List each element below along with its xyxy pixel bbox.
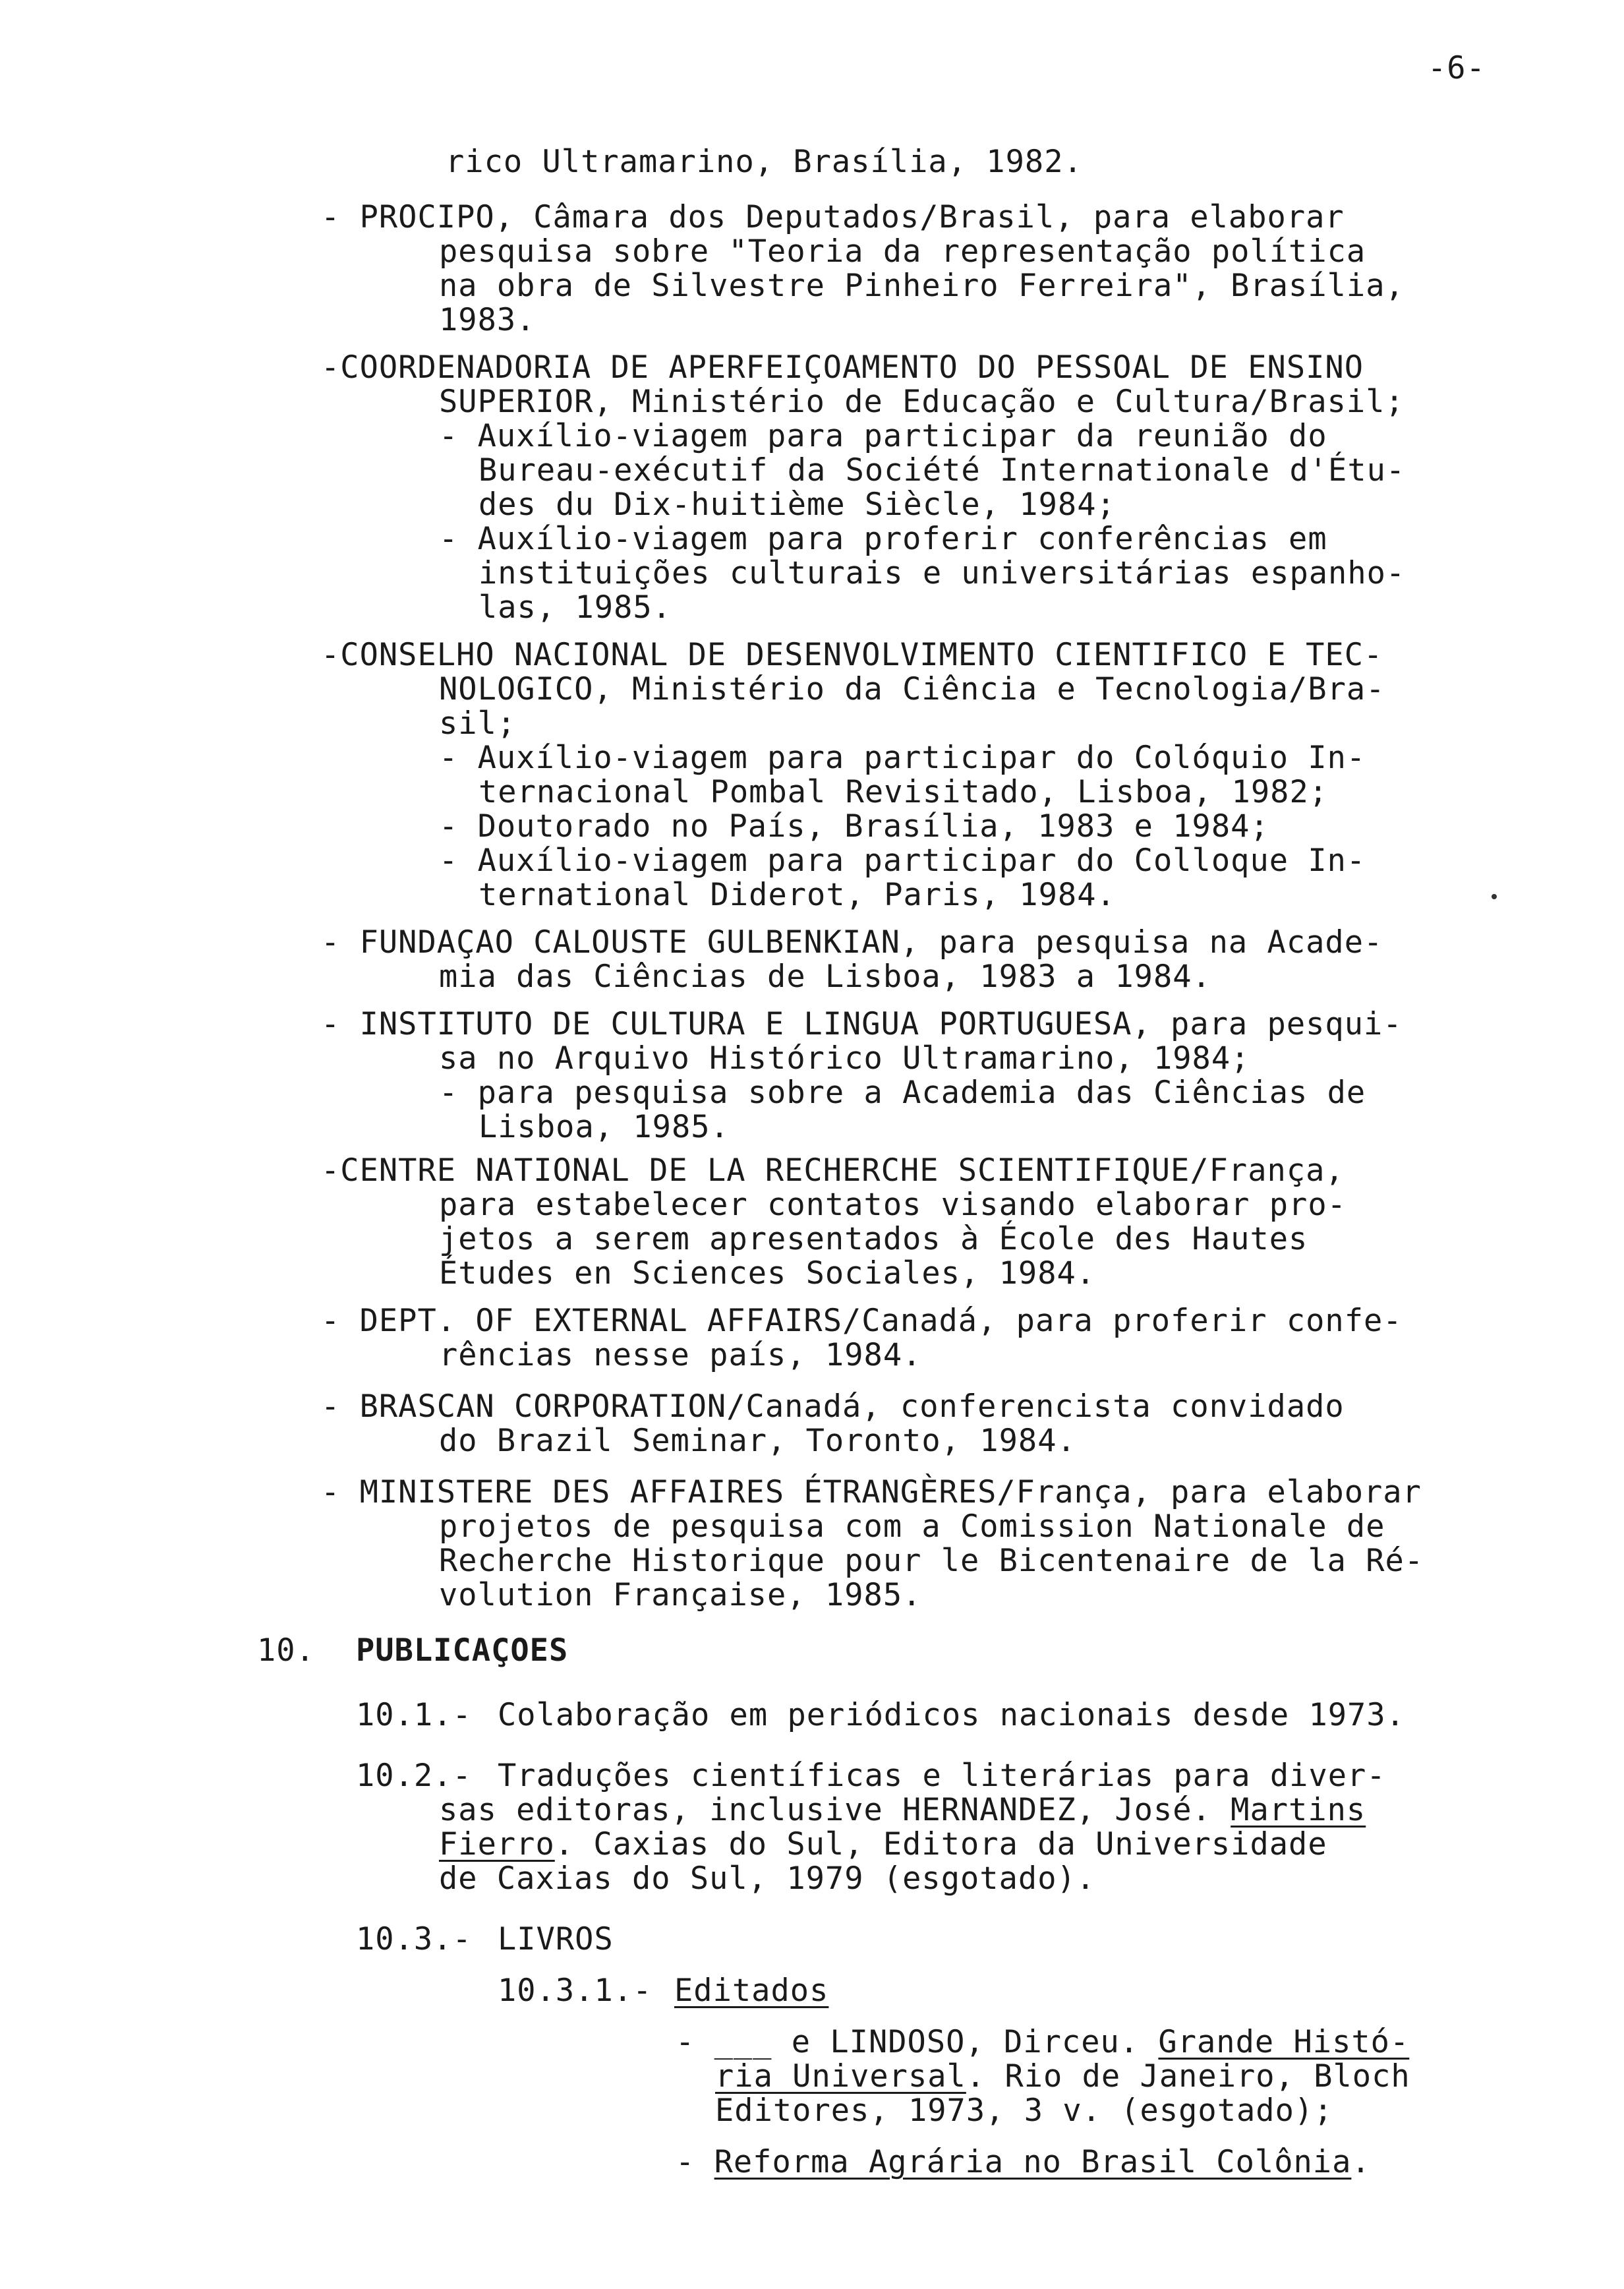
section-title: PUBLICAÇOES — [356, 1632, 569, 1669]
pub-text-segment: e LINDOSO, Dirceu. — [791, 2024, 1140, 2060]
funding-line: - MINISTERE DES AFFAIRES ÉTRANGÈRES/França, para elaborar — [321, 1474, 1422, 1510]
pub-item-text: Traduções científicas e literárias para diver- — [498, 1758, 1386, 1794]
funding-line: - para pesquisa sobre a Academia das Ciências de — [439, 1075, 1366, 1111]
book-title: Grande Histó- — [1158, 2024, 1410, 2060]
funding-line: volution Française, 1985. — [439, 1577, 922, 1613]
funding-line: - FUNDAÇAO CALOUSTE GULBENKIAN, para pesquisa na Acade- — [321, 924, 1383, 961]
entry-dash: - — [676, 2024, 695, 2060]
funding-line: pesquisa sobre "Teoria da representação política — [439, 233, 1366, 270]
pub-subitem-number: 10.3.1.- — [498, 1973, 652, 2009]
page-number: -6- — [1428, 50, 1486, 86]
funding-line: instituições culturais e universitárias espanho- — [478, 555, 1406, 591]
pub-subitem-text: Editados — [674, 1973, 829, 2009]
funding-line: des du Dix-huitième Siècle, 1984; — [478, 487, 1116, 523]
stray-dot — [1492, 894, 1497, 899]
book-title: Reforma Agrária no Brasil Colônia — [714, 2144, 1352, 2180]
funding-line: rências nesse país, 1984. — [439, 1337, 922, 1373]
funding-line: -CENTRE NATIONAL DE LA RECHERCHE SCIENTIFIQUE/França, — [321, 1152, 1345, 1189]
book-entry — [676, 2024, 1410, 2060]
pub-text-segment: . Rio de Janeiro, Bloch — [966, 2058, 1410, 2095]
pub-item-text — [439, 1826, 1327, 1862]
entry-dash: - — [676, 2144, 695, 2180]
pub-item-text: de Caxias do Sul, 1979 (esgotado). — [439, 1860, 1096, 1897]
funding-line: sil; — [439, 705, 517, 742]
funding-line: - DEPT. OF EXTERNAL AFFAIRS/Canadá, para proferir confe- — [321, 1303, 1403, 1339]
funding-line: Recherche Historique pour le Bicentenaire de la Ré- — [439, 1543, 1424, 1579]
funding-line: - INSTITUTO DE CULTURA E LINGUA PORTUGUESA, para pesqui- — [321, 1006, 1403, 1042]
funding-line: - Doutorado no País, Brasília, 1983 e 1984; — [439, 808, 1269, 845]
funding-line: jetos a serem apresentados à École des Hautes — [439, 1221, 1308, 1257]
funding-line: do Brazil Seminar, Toronto, 1984. — [439, 1423, 1076, 1459]
funding-line: projetos de pesquisa com a Comission Nationale de — [439, 1508, 1385, 1545]
funding-line: - Auxílio-viagem para participar do Colloque In- — [439, 843, 1366, 879]
funding-line: - Auxílio-viagem para participar da reunião do — [439, 418, 1327, 454]
pub-item-text: LIVROS — [498, 1921, 614, 1957]
book-entry-line: Editores, 1973, 3 v. (esgotado); — [715, 2093, 1333, 2129]
pub-item-number: 10.2.- — [356, 1758, 472, 1794]
funding-line: Lisboa, 1985. — [478, 1109, 730, 1145]
author-blank: ___ — [714, 2024, 772, 2060]
funding-line: 1983. — [439, 302, 536, 338]
funding-line: mia das Ciências de Lisboa, 1983 a 1984. — [439, 959, 1211, 995]
pub-text-segment: . Caxias do Sul, Editora da Universidade — [554, 1826, 1327, 1862]
pub-item-number: 10.3.- — [356, 1921, 472, 1957]
funding-line: na obra de Silvestre Pinheiro Ferreira", Brasília, — [439, 268, 1405, 304]
funding-line: sa no Arquivo Histórico Ultramarino, 1984; — [439, 1040, 1250, 1077]
book-entry — [676, 2144, 1371, 2180]
funding-line: las, 1985. — [478, 589, 672, 626]
funding-line: - PROCIPO, Câmara dos Deputados/Brasil, para elaborar — [321, 199, 1345, 235]
funding-line: ternacional Pombal Revisitado, Lisboa, 1982; — [478, 774, 1329, 810]
funding-line: ternational Diderot, Paris, 1984. — [478, 877, 1116, 913]
funding-line: - BRASCAN CORPORATION/Canadá, conferencista convidado — [321, 1388, 1345, 1425]
pub-text-segment: sas editoras, inclusive HERNANDEZ, José. — [439, 1792, 1211, 1828]
funding-line: NOLOGICO, Ministério da Ciência e Tecnologia/Bra- — [439, 671, 1385, 707]
book-title: Fierro — [439, 1826, 555, 1862]
book-entry-line — [715, 2058, 1410, 2095]
funding-line: rico Ultramarino, Brasília, 1982. — [446, 144, 1083, 180]
funding-line: - Auxílio-viagem para proferir conferências em — [439, 521, 1327, 557]
pub-item-text — [439, 1792, 1366, 1828]
funding-line: Études en Sciences Sociales, 1984. — [439, 1255, 1096, 1292]
funding-line: -CONSELHO NACIONAL DE DESENVOLVIMENTO CIENTIFICO E TEC- — [321, 637, 1383, 673]
funding-line: -COORDENADORIA DE APERFEIÇOAMENTO DO PESSOAL DE ENSINO — [321, 349, 1364, 386]
book-title: Martins — [1231, 1792, 1366, 1828]
funding-line: - Auxílio-viagem para participar do Colóquio In- — [439, 740, 1366, 776]
pub-item-number: 10.1.- — [356, 1697, 472, 1733]
pub-text-segment: . — [1351, 2144, 1371, 2180]
funding-line: Bureau-exécutif da Société Internationale d'Étu- — [478, 452, 1406, 489]
pub-item-text: Colaboração em periódicos nacionais desde 1973. — [498, 1697, 1405, 1733]
funding-line: SUPERIOR, Ministério de Educação e Cultura/Brasil; — [439, 384, 1405, 420]
funding-line: para estabelecer contatos visando elaborar pro- — [439, 1187, 1347, 1223]
book-title: ria Universal — [715, 2058, 966, 2095]
section-number: 10. — [257, 1632, 315, 1669]
